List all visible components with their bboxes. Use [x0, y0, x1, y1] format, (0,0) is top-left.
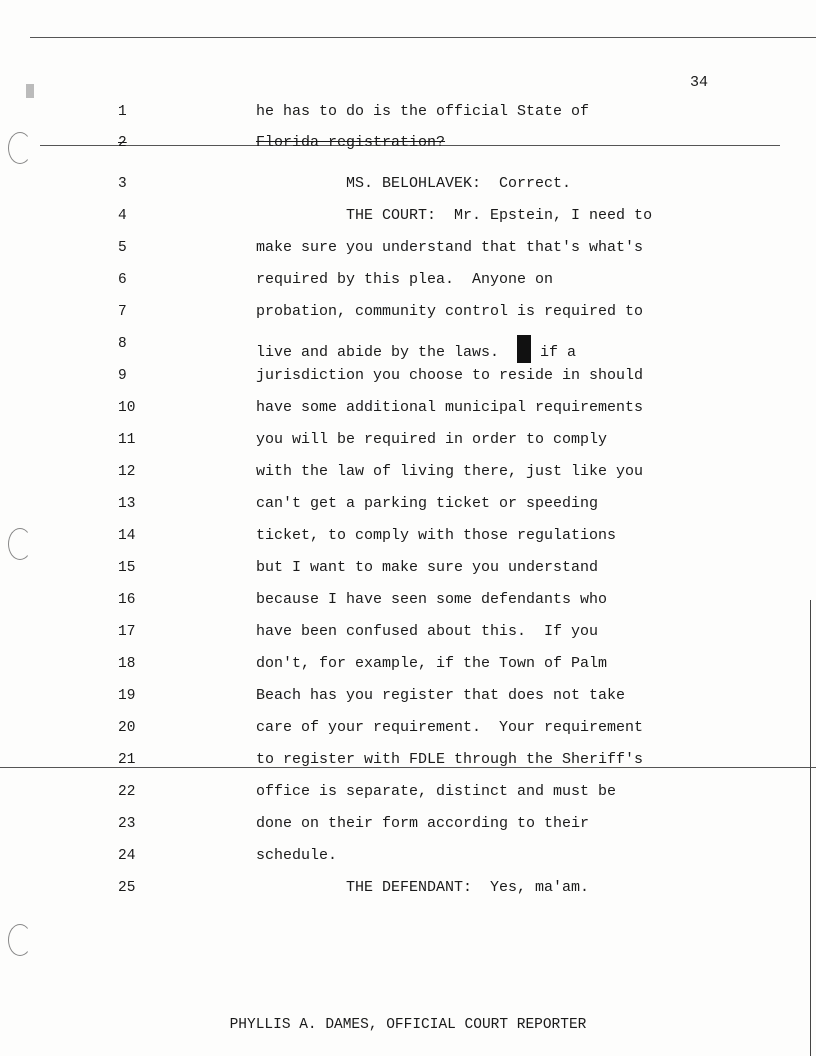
transcript-line: required by this plea. Anyone on — [256, 271, 554, 288]
page-number: 34 — [690, 74, 709, 91]
line-number: 13 — [118, 496, 136, 512]
line-8-text-before: live and abide by the laws. — [256, 344, 518, 361]
transcript-line: you will be required in order to comply — [256, 431, 608, 448]
right-margin-rule — [810, 600, 811, 1056]
transcript-line: because I have seen some defendants who — [256, 591, 608, 608]
transcript-line: he has to do is the official State of — [256, 103, 590, 120]
court-reporter-footer: PHYLLIS A. DAMES, OFFICIAL COURT REPORTER — [229, 1017, 587, 1033]
line-number: 23 — [118, 816, 136, 832]
line-number: 8 — [118, 336, 127, 352]
transcript-line: ticket, to comply with those regulations — [256, 527, 617, 544]
transcript-line: with the law of living there, just like you — [256, 463, 644, 480]
line-number: 24 — [118, 848, 136, 864]
transcript-line: THE DEFENDANT: Yes, ma'am. — [256, 879, 590, 896]
line-number: 9 — [118, 368, 127, 384]
transcript-line: MS. BELOHLAVEK: Correct. — [256, 175, 572, 192]
line-number: 7 — [118, 304, 127, 320]
line-number: 11 — [118, 432, 136, 448]
transcript-line: can't get a parking ticket or speeding — [256, 495, 599, 512]
line-number: 20 — [118, 720, 136, 736]
line-number: 1 — [118, 104, 127, 120]
scan-speck — [26, 84, 34, 98]
transcript-line — [256, 335, 576, 363]
transcript-line: Beach has you register that does not take — [256, 687, 626, 704]
transcript-line: jurisdiction you choose to reside in should — [256, 367, 644, 384]
line-number: 3 — [118, 176, 127, 192]
line-number: 17 — [118, 624, 136, 640]
transcript-line: done on their form according to their — [256, 815, 590, 832]
line-number: 10 — [118, 400, 136, 416]
transcript-line: to register with FDLE through the Sheriff's — [256, 751, 644, 768]
line-8-text-after: if a — [531, 344, 577, 361]
line-number: 4 — [118, 208, 127, 224]
line-number: 22 — [118, 784, 136, 800]
line-number: 18 — [118, 656, 136, 672]
line-number: 2 — [118, 135, 127, 151]
line-number: 25 — [118, 880, 136, 896]
transcript-line: Florida registration? — [256, 134, 446, 151]
line-number: 12 — [118, 464, 136, 480]
top-edge-rule — [30, 37, 816, 38]
transcript-line: THE COURT: Mr. Epstein, I need to — [256, 207, 653, 224]
punch-hole-top — [8, 132, 32, 164]
transcript-line: but I want to make sure you understand — [256, 559, 599, 576]
line-number: 6 — [118, 272, 127, 288]
line-number: 14 — [118, 528, 136, 544]
transcript-line: have been confused about this. If you — [256, 623, 599, 640]
transcript-line: don't, for example, if the Town of Palm — [256, 655, 608, 672]
transcript-line: care of your requirement. Your requirement — [256, 719, 644, 736]
transcript-line: have some additional municipal requirements — [256, 399, 644, 416]
transcript-line: schedule. — [256, 847, 338, 864]
transcript-line: probation, community control is required to — [256, 303, 644, 320]
line-number: 19 — [118, 688, 136, 704]
line-number: 15 — [118, 560, 136, 576]
transcript-line: office is separate, distinct and must be — [256, 783, 617, 800]
line-number: 21 — [118, 752, 136, 768]
punch-hole-middle — [8, 528, 32, 560]
redaction-block — [517, 335, 531, 363]
line-number: 16 — [118, 592, 136, 608]
transcript-line: make sure you understand that that's what's — [256, 239, 644, 256]
punch-hole-bottom — [8, 924, 32, 956]
line-number: 5 — [118, 240, 127, 256]
